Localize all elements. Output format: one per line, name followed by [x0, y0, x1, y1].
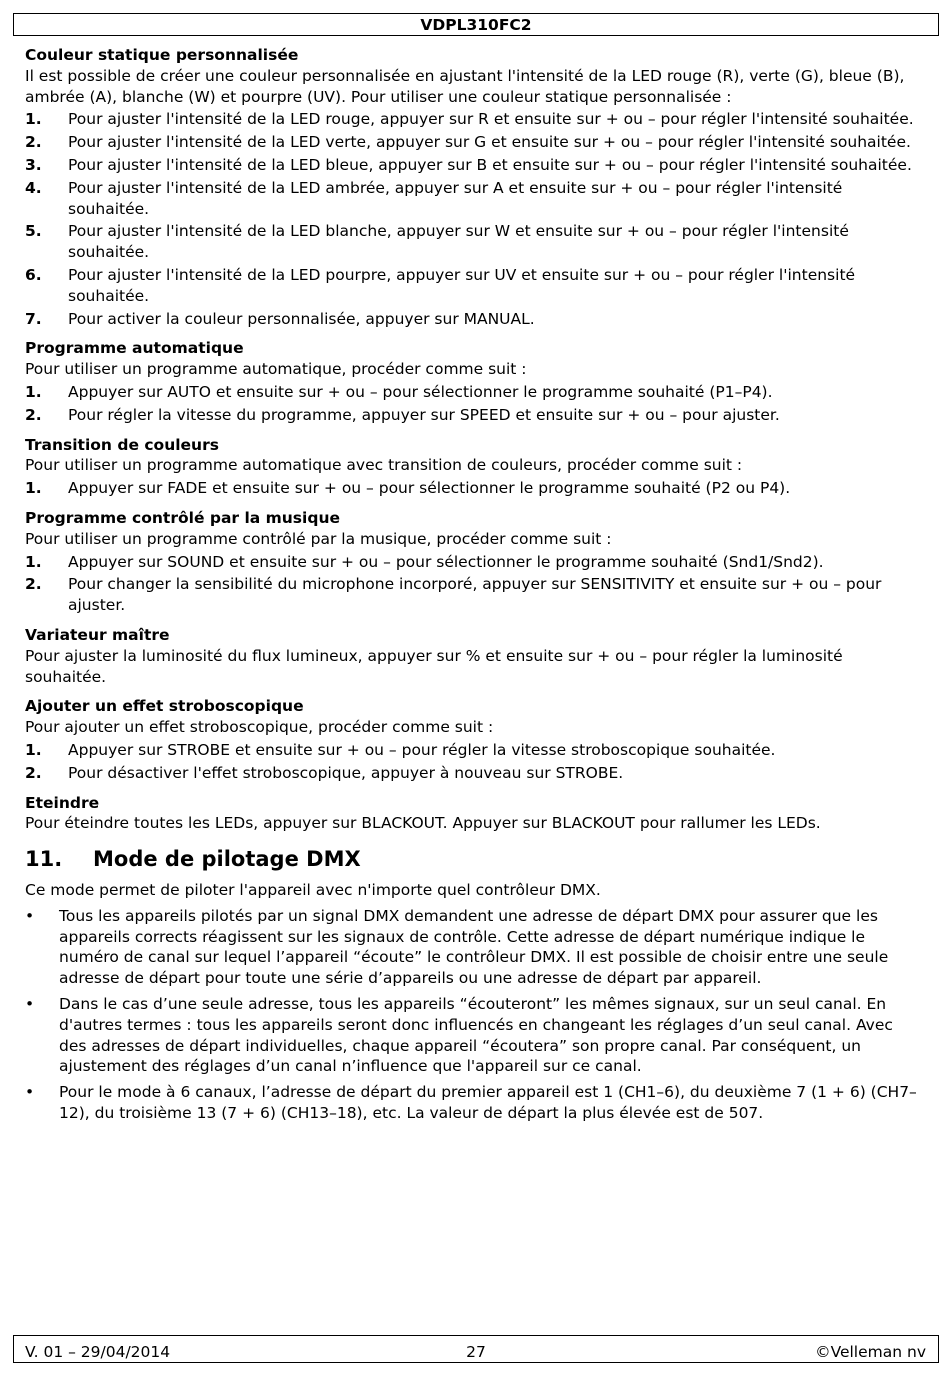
list-item: [25, 574, 925, 616]
bullet-text: Pour le mode à 6 canaux, l’adresse de départ du premier appareil est 1 (CH1–6), du deuxième 7 (1 + 6) (CH7–12), du troisième 13 (7 + 6) (CH13–18), etc. La valeur de départ la plus élevée est de 507.: [59, 1083, 917, 1123]
chapter-intro: Ce mode permet de piloter l'appareil avec n'importe quel contrôleur DMX.: [25, 881, 601, 900]
step-number: 1.: [25, 110, 42, 129]
step-text: Pour changer la sensibilité du microphone incorporé, appuyer sur SENSITIVITY et ensuite sur + ou – pour ajuster.: [68, 575, 882, 615]
section-intro: Pour ajuster la luminosité du flux lumineux, appuyer sur % et ensuite sur + ou – pour régler la luminosité souhaitée.: [25, 646, 843, 686]
page-footer: [13, 1335, 939, 1363]
step-number: 4.: [25, 178, 42, 197]
section-heading: Programme automatique: [25, 339, 244, 358]
section-intro: Pour utiliser un programme contrôlé par la musique, procéder comme suit :: [25, 529, 612, 548]
step-list: [25, 552, 925, 616]
bullet-icon: •: [25, 1083, 35, 1102]
sections-container: [25, 45, 925, 834]
list-item: [25, 740, 925, 761]
step-text: Appuyer sur AUTO et ensuite sur + ou – pour sélectionner le programme souhaité (P1–P4).: [68, 382, 773, 401]
chapter-title: Mode de pilotage DMX: [93, 847, 361, 872]
section-heading: Programme contrôlé par la musique: [25, 508, 340, 527]
step-text: Pour régler la vitesse du programme, appuyer sur SPEED et ensuite sur + ou – pour ajuster.: [68, 405, 780, 424]
step-list: [25, 740, 925, 784]
list-item: [25, 552, 925, 573]
list-item: [25, 132, 925, 153]
footer-version: V. 01 – 29/04/2014: [25, 1343, 171, 1361]
step-text: Appuyer sur STROBE et ensuite sur + ou – pour régler la vitesse stroboscopique souhaitée.: [68, 740, 776, 759]
step-number: 5.: [25, 222, 42, 241]
step-number: 7.: [25, 309, 42, 328]
page-header: [13, 13, 939, 36]
section-intro: Il est possible de créer une couleur personnalisée en ajustant l'intensité de la LED rouge (R), verte (G), bleue (B), ambrée (A), blanche (W) et pourpre (UV). Pour utiliser une couleur statique personnalisée :: [25, 66, 905, 106]
list-item: [25, 478, 925, 499]
step-text: Pour activer la couleur personnalisée, appuyer sur MANUAL.: [68, 309, 535, 328]
chapter-number: 11.: [25, 847, 63, 872]
step-text: Pour ajuster l'intensité de la LED pourpre, appuyer sur UV et ensuite sur + ou – pour régler l'intensité souhaitée.: [68, 265, 856, 305]
list-item: [25, 906, 925, 989]
section-heading: Eteindre: [25, 793, 100, 812]
list-item: [25, 221, 925, 263]
document-title: VDPL310FC2: [420, 16, 532, 34]
step-number: 2.: [25, 133, 42, 152]
step-number: 2.: [25, 763, 42, 782]
chapter-heading: [25, 846, 925, 872]
step-text: Pour ajuster l'intensité de la LED verte, appuyer sur G et ensuite sur + ou – pour régler l'intensité souhaitée.: [68, 133, 911, 152]
list-item: [25, 178, 925, 220]
bullet-text: Tous les appareils pilotés par un signal DMX demandent une adresse de départ DMX pour assurer que les appareils corrects réagissent sur les signaux de contrôle. Cette adresse de départ numérique indique le numéro de canal sur lequel l’appareil “écoute” le contrôleur DMX. Il est possible de choisir entre une seule adresse de départ pour toute une série d’appareils ou une adresse de départ par appareil.: [59, 906, 889, 988]
section-heading: Ajouter un effet stroboscopique: [25, 697, 304, 716]
page-content: [25, 45, 925, 1124]
step-text: Pour ajuster l'intensité de la LED blanche, appuyer sur W et ensuite sur + ou – pour régler l'intensité souhaitée.: [68, 222, 849, 262]
step-text: Pour ajuster l'intensité de la LED bleue, appuyer sur B et ensuite sur + ou – pour régler l'intensité souhaitée.: [68, 155, 912, 174]
bullet-icon: •: [25, 995, 35, 1014]
step-text: Pour désactiver l'effet stroboscopique, appuyer à nouveau sur STROBE.: [68, 763, 624, 782]
step-number: 2.: [25, 405, 42, 424]
footer-copyright: ©Velleman nv: [815, 1343, 926, 1361]
section-intro: Pour éteindre toutes les LEDs, appuyer sur BLACKOUT. Appuyer sur BLACKOUT pour rallumer les LEDs.: [25, 814, 821, 833]
list-item: [25, 109, 925, 130]
step-number: 6.: [25, 265, 42, 284]
bullet-text: Dans le cas d’une seule adresse, tous les appareils “écouteront” les mêmes signaux, sur un seul canal. En d'autres termes : tous les appareils seront donc influencés en changeant les réglages d’un seul canal. Avec des adresses de départ individuelles, chaque appareil “écoutera” son propre canal. Par conséquent, un ajustement des réglages d’un canal n’influence que l'appareil sur ce canal.: [59, 995, 893, 1076]
step-number: 3.: [25, 155, 42, 174]
list-item: [25, 155, 925, 176]
step-text: Pour ajuster l'intensité de la LED rouge, appuyer sur R et ensuite sur + ou – pour régler l'intensité souhaitée.: [68, 110, 914, 129]
step-number: 1.: [25, 479, 42, 498]
list-item: [25, 1082, 925, 1124]
section-heading: Variateur maître: [25, 625, 170, 644]
step-text: Appuyer sur SOUND et ensuite sur + ou – pour sélectionner le programme souhaité (Snd1/Snd2).: [68, 552, 824, 571]
step-list: [25, 109, 925, 329]
list-item: [25, 265, 925, 307]
list-item: [25, 309, 925, 330]
step-text: Pour ajuster l'intensité de la LED ambrée, appuyer sur A et ensuite sur + ou – pour régler l'intensité souhaitée.: [68, 178, 843, 218]
list-item: [25, 382, 925, 403]
footer-page-number: 27: [466, 1343, 486, 1361]
step-number: 1.: [25, 382, 42, 401]
step-list: [25, 478, 925, 499]
step-text: Appuyer sur FADE et ensuite sur + ou – pour sélectionner le programme souhaité (P2 ou P4).: [68, 479, 791, 498]
step-list: [25, 382, 925, 426]
section-heading: Transition de couleurs: [25, 435, 219, 454]
section-heading: Couleur statique personnalisée: [25, 46, 299, 64]
step-number: 1.: [25, 740, 42, 759]
step-number: 1.: [25, 552, 42, 571]
section-intro: Pour utiliser un programme automatique, procéder comme suit :: [25, 360, 527, 379]
chapter-bullet-list: [25, 906, 925, 1124]
section-intro: Pour ajouter un effet stroboscopique, procéder comme suit :: [25, 718, 494, 737]
list-item: [25, 763, 925, 784]
list-item: [25, 994, 925, 1077]
step-number: 2.: [25, 575, 42, 594]
section-intro: Pour utiliser un programme automatique avec transition de couleurs, procéder comme suit :: [25, 456, 743, 475]
list-item: [25, 405, 925, 426]
bullet-icon: •: [25, 906, 35, 925]
